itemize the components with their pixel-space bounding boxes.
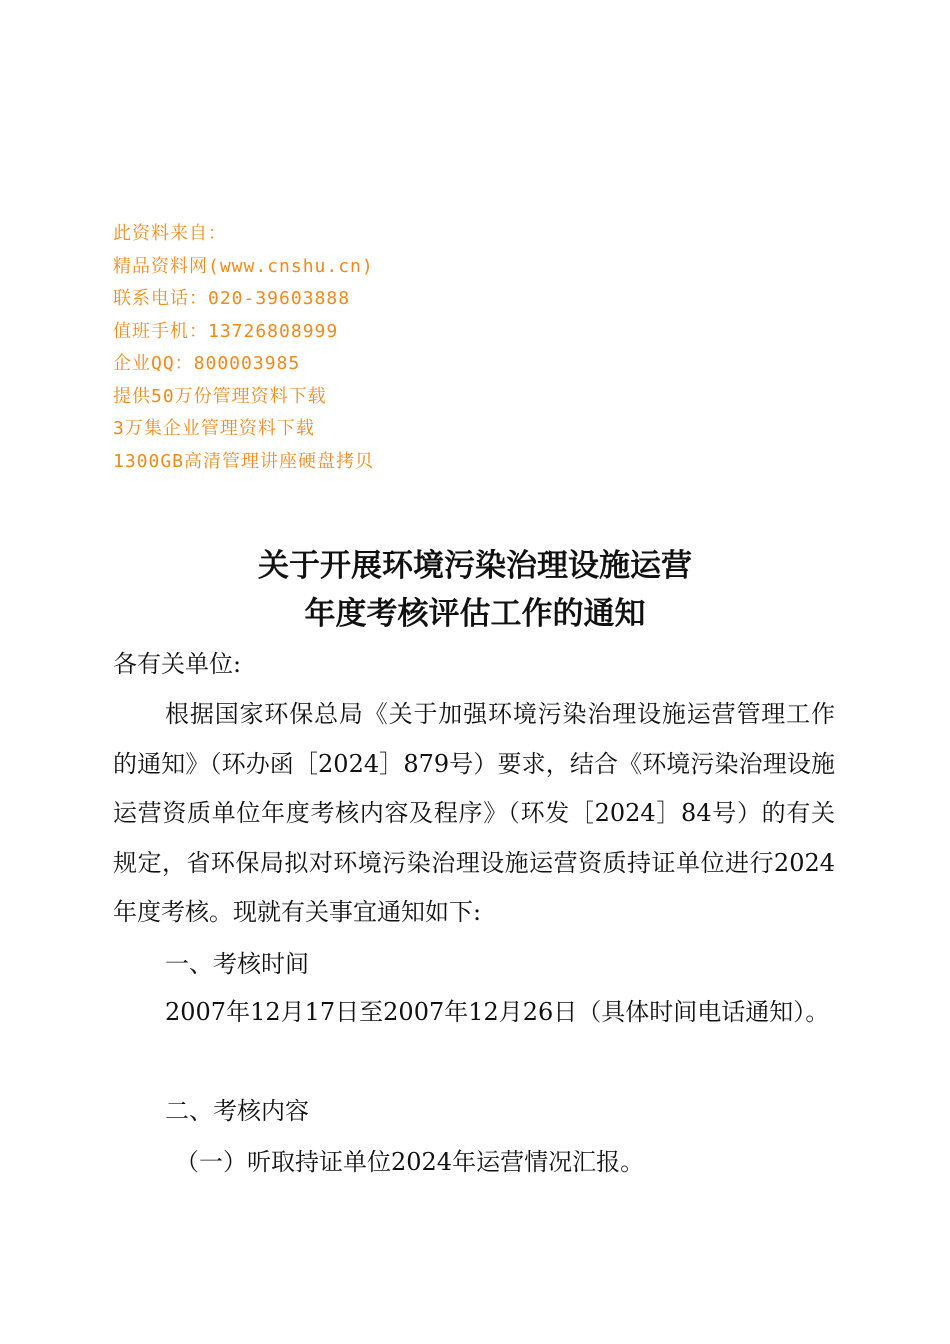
section-heading-exam-content: 二、考核内容 [165,1097,309,1125]
section-heading-exam-time: 一、考核时间 [165,950,309,978]
intro-paragraph: 根据国家环保总局《关于加强环境污染治理设施运营管理工作的通知》（环办函［2024］879号）要求，结合《环境污染治理设施运营资质单位年度考核内容及程序》（环发［2024］84号）的有关规定，省环保局拟对环境污染治理设施运营资质持证单位进行2024年度考核。现就有关事宜通知如下: [113,700,835,926]
source-line-header: 此资料来自： [113,223,227,244]
salutation: 各有关单位: [113,650,242,678]
source-line-offer-3: 1300GB高清管理讲座硬盘拷贝 [113,450,375,472]
source-line-offer-2: 3万集企业管理资料下载 [113,418,315,439]
source-line-phone: 联系电话：020-39603888 [113,288,351,309]
document-title-line-2: 年度考核评估工作的通知 [304,596,646,632]
exam-content-item-1: （一）听取持证单位2024年运营情况汇报。 [175,1148,645,1176]
source-line-mobile: 值班手机：13726808999 [113,320,339,342]
document-title-line-1: 关于开展环境污染治理设施运营 [258,548,692,584]
exam-time-paragraph: 2007年12月17日至2007年12月26日（具体时间电话通知）。 [165,998,830,1026]
source-info-block [113,218,613,478]
source-line-offer-1: 提供50万份管理资料下载 [113,385,327,407]
source-line-qq: 企业QQ：800003985 [113,353,301,374]
source-line-website: 精品资料网(www.cnshu.cn) [113,255,374,277]
